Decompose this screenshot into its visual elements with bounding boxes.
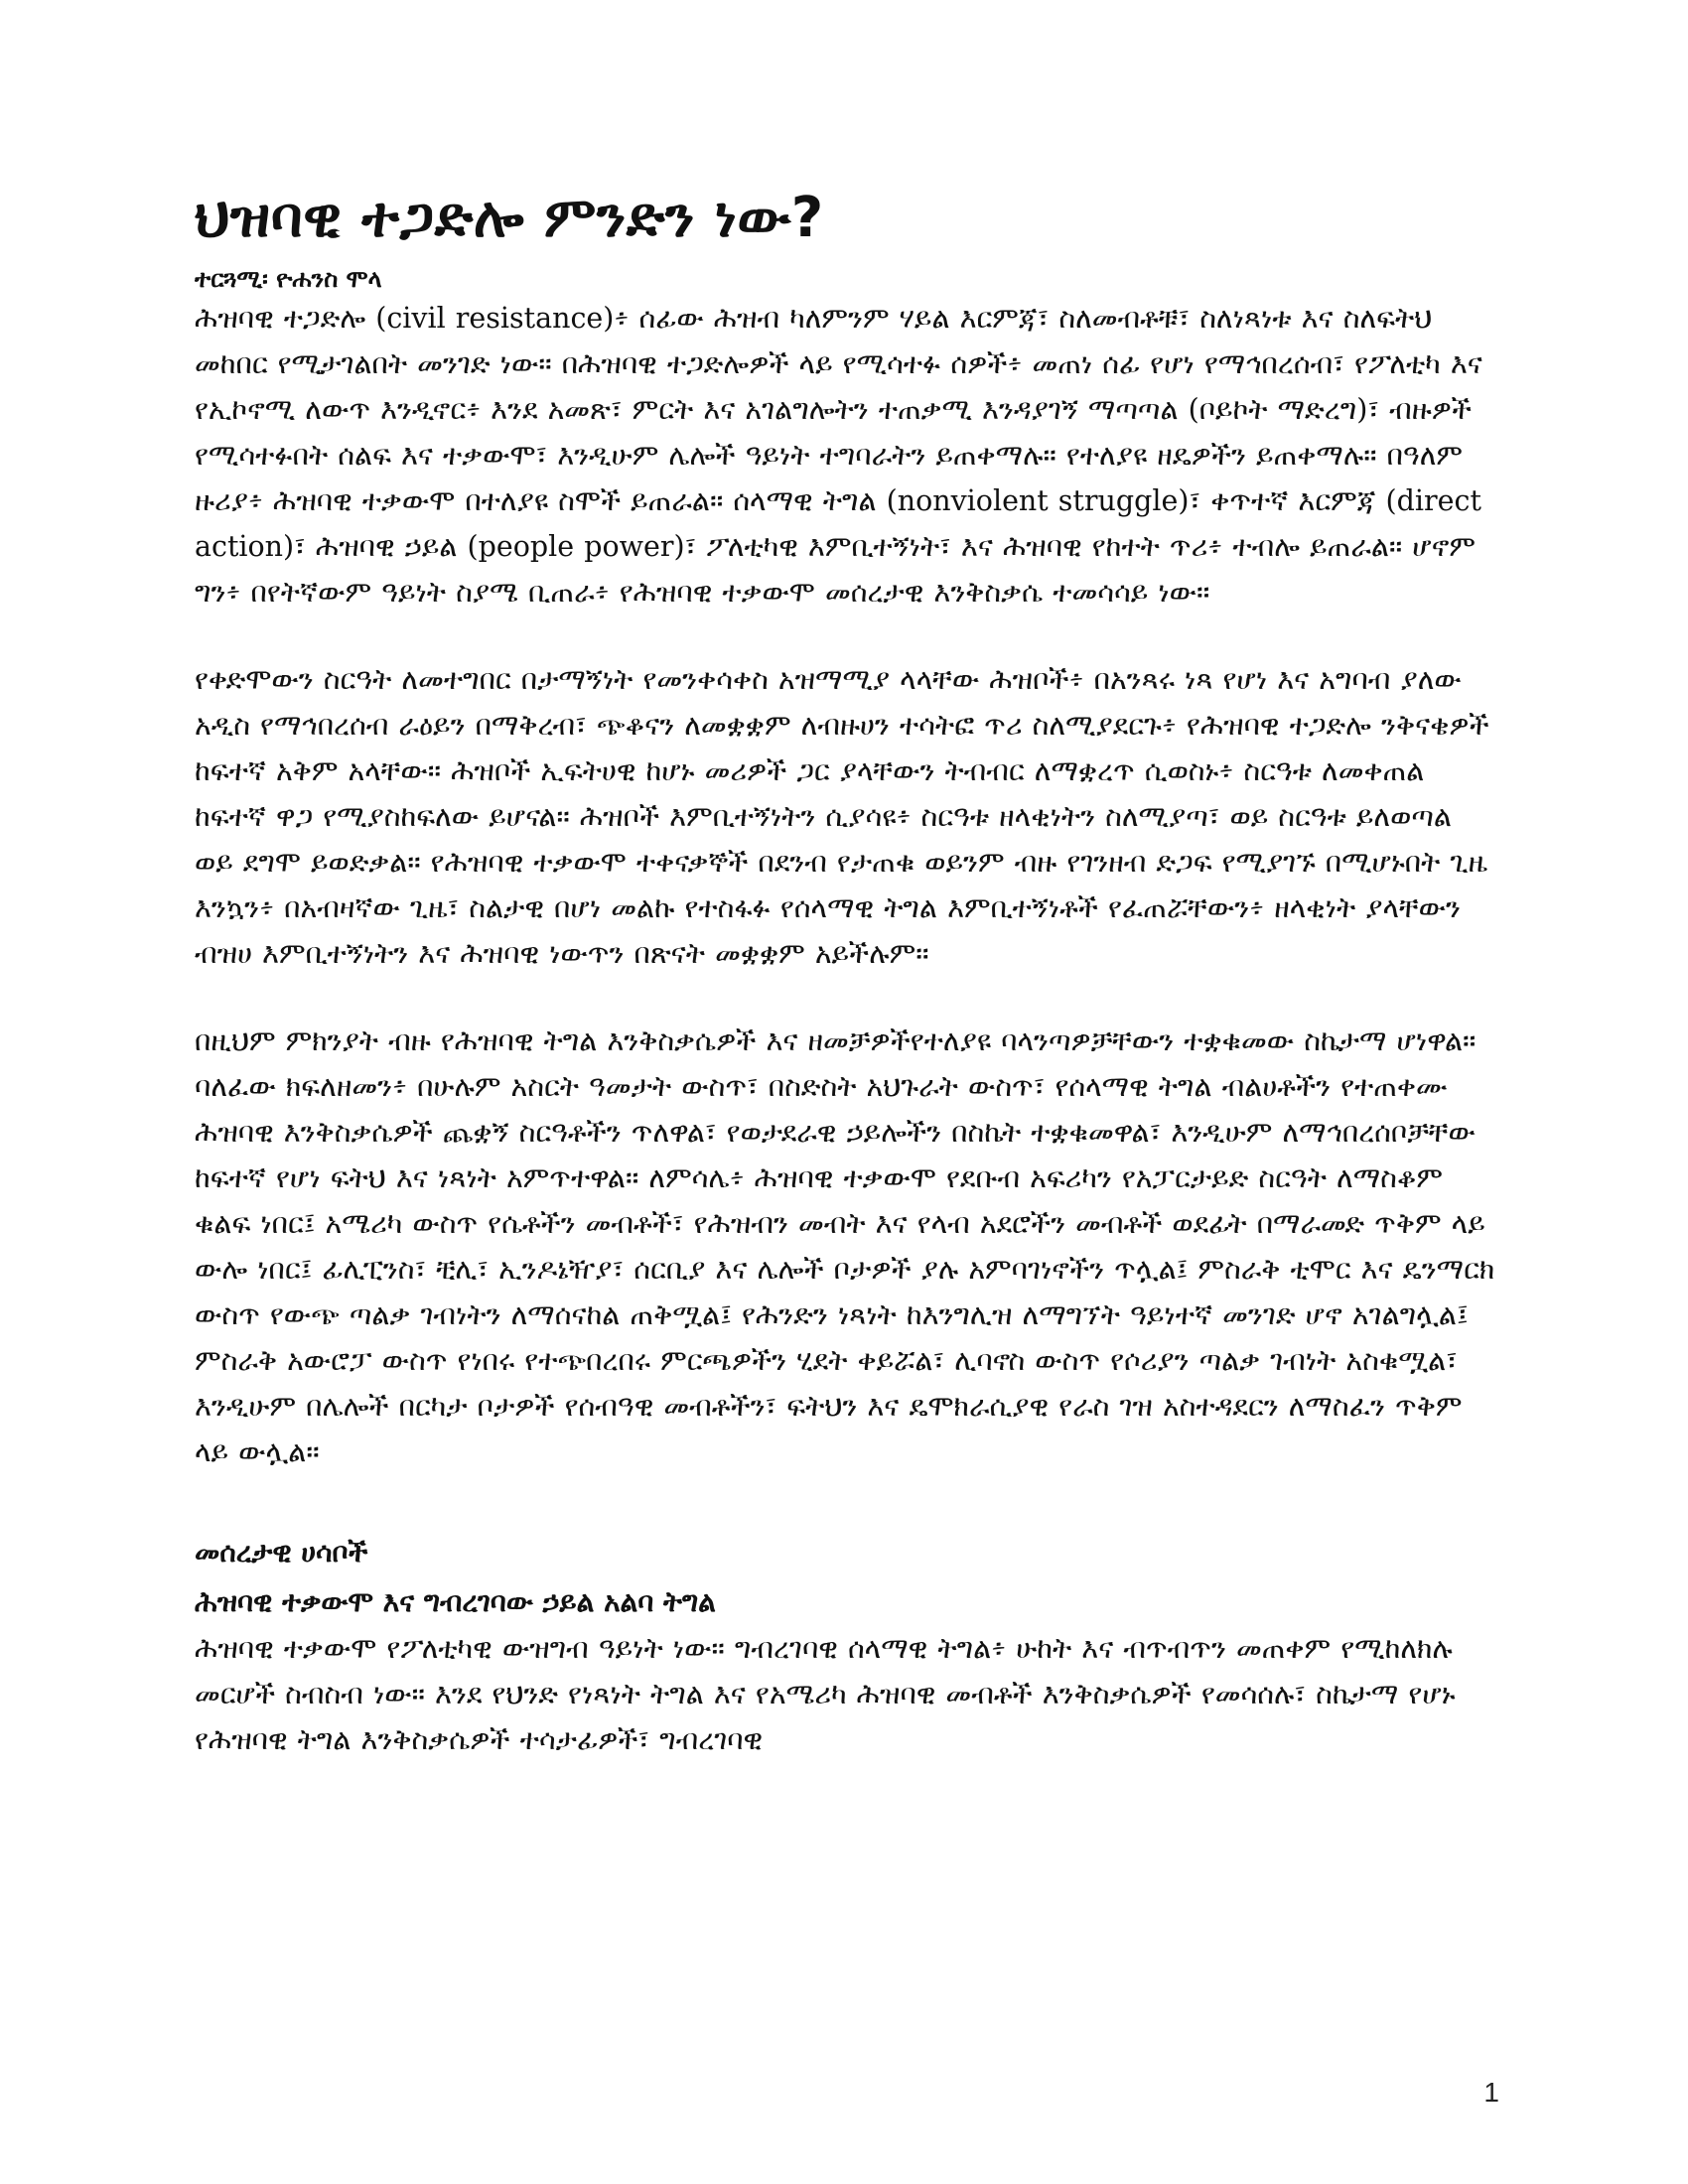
section-heading: መሰረታዊ ሀሳቦች xyxy=(195,1536,368,1569)
paragraph-3: በዚህም ምክንያት ብዙ የሕዝባዊ ትግል እንቅስቃሴዎች እና ዘመቻዎችየተለያዩ ባላንጣዎቻቸውን ተቋቁመው ስኬታማ ሆነዋል። ባለፈው ክፍለዘመን፥ በሁሉም አስርት ዓመታት ውስጥ፣ በስድስት አህጉራት ውስጥ፣ የሰላማዊ ትግል ብልሀቶችን የተጠቀሙ ሕዝባዊ እንቅስቃሴዎች ጨቋኝ ስርዓቶችን ጥለዋል፣ የወታደራዊ ኃይሎችን በስኬት ተቋቁመዋል፣ እንዲሁም ለማኅበረሰቦቻቸው ከፍተኛ የሆነ ፍትህ እና ነጻነት አምጥተዋል። ለምሳሌ፥ ሕዝባዊ ተቃውሞ የደቡብ አፍሪካን የአፓርታይድ ስርዓት ለማስቆም ቁልፍ ነበር፤ አሜሪካ ውስጥ የሴቶችን መብቶች፣ የሕዝብን መብት እና የላብ አደሮችን መብቶች ወደፊት በማራመድ ጥቅም ላይ ውሎ ነበር፤ ፊሊፒንስ፣ ቺሊ፣ ኢንዶኔዥያ፣ ሰርቢያ እና ሌሎች ቦታዎች ያሉ አምባገነኖችን ጥሏል፤ ምስራቅ ቲሞር እና ዴንማርክ ውስጥ የውጭ ጣልቃ ገብነትን ለማሰናከል ጠቅሟል፤ የሕንድን ነጻነት ከእንግሊዝ ለማግኘት ዓይነተኛ መንገድ ሆኖ አገልግሏል፤ ምስራቅ አውሮፓ ውስጥ የነበሩ የተጭበረበሩ ምርጫዎችን ሂደት ቀይሯል፣ ሊባኖስ ውስጥ የሶሪያን ጣልቃ ገብነት አስቁሟል፣ እንዲሁም በሌሎች በርካታ ቦታዎች የሰብዓዊ መብቶችን፣ ፍትህን እና ዴሞክራሲያዊ የራስ ገዝ አስተዳደርን ለማስፈን ጥቅም ላይ ውሏል። xyxy=(195,1024,1495,1468)
paragraph-2: የቀድሞውን ስርዓት ለመተግበር በታማኝነት የመንቀሳቀስ አዝማሚያ ላላቸው ሕዝቦች፥ በአንጻሩ ነጻ የሆነ እና አግባብ ያለው አዲስ የማኅበረሰብ ራዕይን በማቅረብ፣ ጭቆናን ለመቋቋም ለብዙሀን ተሳትፎ ጥሪ ስለሚያደርጉ፥ የሕዝባዊ ተጋድሎ ንቅናቄዎች ከፍተኛ አቅም አላቸው። ሕዝቦች ኢፍትሀዊ ከሆኑ መሪዎች ጋር ያላቸውን ትብብር ለማቋረጥ ሲወስኑ፥ ስርዓቱ ለመቀጠል ከፍተኛ ዋጋ የሚያስከፍለው ይሆናል። ሕዝቦች እምቢተኝነትን ሲያሳዩ፥ ስርዓቱ ዘላቂነትን ስለሚያጣ፣ ወይ ስርዓቱ ይለወጣል ወይ ደግሞ ይወድቃል። የሕዝባዊ ተቃውሞ ተቀናቃኞች በደንብ የታጠቁ ወይንም ብዙ የገንዘብ ድጋፍ የሚያገኙ በሚሆኑበት ጊዜ እንኳን፥ በአብዛኛው ጊዜ፣ ስልታዊ በሆነ መልኩ የተስፋፉ የሰላማዊ ትግል እምቢተኝነቶች የፈጠሯቸውን፥ ዘላቂነት ያላቸውን ብዝሀ እምቢተኝነትን እና ሕዝባዊ ነውጥን በጽናት መቋቋም አይችሉም። xyxy=(195,663,1489,970)
paragraph-1: ሕዝባዊ ተጋድሎ (civil resistance)፥ ሰፊው ሕዝብ ካለምንም ሃይል እርምጃ፣ ስለመብቶቹ፣ ስለነጻነቱ እና ስለፍትህ መከበር የሚታገልበት መንገድ ነው። በሕዝባዊ ተጋድሎዎች ላይ የሚሳተፉ ሰዎች፥ መጠነ ሰፊ የሆነ የማኅበረሰብ፣ የፖለቲካ እና የኢኮኖሚ ለውጥ እንዲኖር፥ እንደ አመጽ፣ ምርት እና አገልግሎትን ተጠቃሚ እንዳያገኝ ማጣጣል (ቦይኮት ማድረግ)፣ ብዙዎች የሚሳተፉበት ሰልፍ እና ተቃውሞ፣ እንዲሁም ሌሎች ዓይነት ተግባራትን ይጠቀማሉ። የተለያዩ ዘዴዎችን ይጠቀማሉ። በዓለም ዙሪያ፥ ሕዝባዊ ተቃውሞ በተለያዩ ስሞች ይጠራል። ሰላማዊ ትግል (nonviolent struggle)፣ ቀጥተኛ እርምጃ (direct action)፣ ሕዝባዊ ኃይል (people power)፣ ፖለቲካዊ እምቢተኝነት፣ እና ሕዝባዊ የከተት ጥሪ፥ ተብሎ ይጠራል። ሆኖም ግን፥ በየትኛውም ዓይነት ስያሜ ቢጠራ፥ የሕዝባዊ ተቃውሞ መሰረታዊ እንቅስቃሴ ተመሳሳይ ነው። xyxy=(195,302,1482,609)
translator-line: ተርጓሚ፡ ዮሐንስ ሞላ xyxy=(195,265,382,293)
page-number: 1 xyxy=(1483,2077,1499,2108)
sub-heading: ሕዝባዊ ተቃውሞ እና ግብረገባው ኃይል አልባ ትግል xyxy=(195,1585,716,1618)
section-paragraph: ሕዝባዊ ተቃውሞ የፖለቲካዊ ውዝግብ ዓይነት ነው። ግብረገባዊ ሰላማዊ ትግል፥ ሁከት እና ብጥብጥን መጠቀም የሚከለክሉ መርሆች ስብስብ ነው። እንደ የህንድ የነጻነት ትግል እና የአሜሪካ ሕዝባዊ መብቶች እንቅስቃሴዎች የመሳሰሉ፣ ስኬታማ የሆኑ የሕዝባዊ ትግል እንቅስቃሴዎች ተሳታፊዎች፣ ግብረገባዊ xyxy=(195,1632,1456,1756)
document-title: ህዝባዊ ተጋድሎ ምንድን ነው? xyxy=(195,186,824,250)
document-page xyxy=(195,181,1495,2067)
